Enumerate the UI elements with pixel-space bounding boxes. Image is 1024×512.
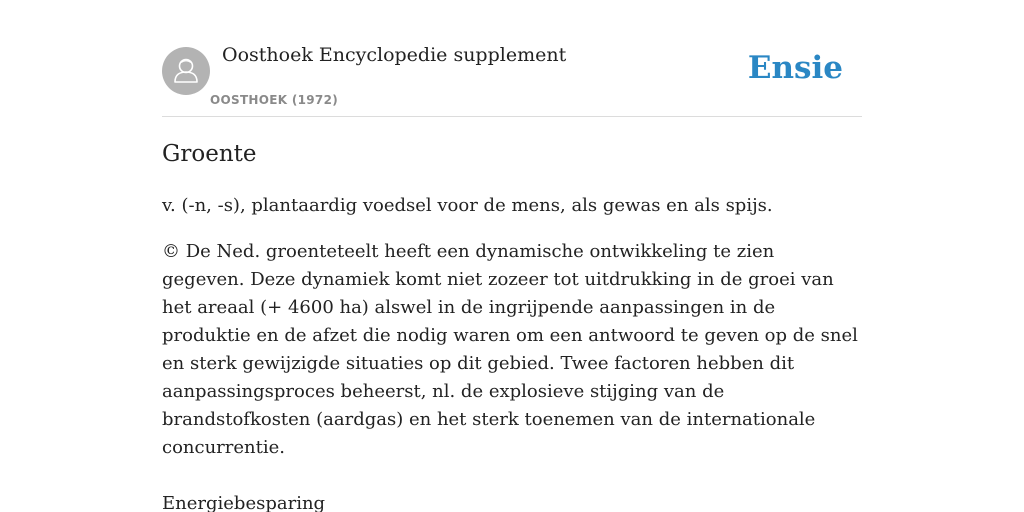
brand-logo[interactable]: Ensie bbox=[747, 50, 843, 86]
article-definition: v. (-n, -s), plantaardig voedsel voor de mens, als gewas en als spijs. bbox=[162, 195, 773, 216]
article-body bbox=[162, 138, 862, 512]
source-header bbox=[162, 0, 862, 117]
article-title: Groente bbox=[162, 141, 257, 167]
user-avatar-icon bbox=[162, 47, 210, 95]
source-title-link[interactable]: Oosthoek Encyclopedie supplement bbox=[222, 44, 567, 66]
publisher-label: OOSTHOEK (1972) bbox=[210, 93, 339, 107]
article-paragraph: © De Ned. groenteteelt heeft een dynamische ontwikkeling te zien gegeven. Deze dynamiek komt niet zozeer tot uitdrukking in de groei van het areaal (+ 4600 ha) alswel in de ingrijpende aanpassingen in de produktie en de afzet die nodig waren om een antwoord te geven op de snel en sterk gewijzigde situaties op dit gebied. Twee factoren hebben dit aanpassingsproces beheerst, nl. de explosieve stijging van de brandstofkosten (aardgas) en het sterk toenemen van de internationale concurrentie. bbox=[162, 241, 858, 458]
article-subheading: Energiebesparing bbox=[162, 493, 326, 512]
